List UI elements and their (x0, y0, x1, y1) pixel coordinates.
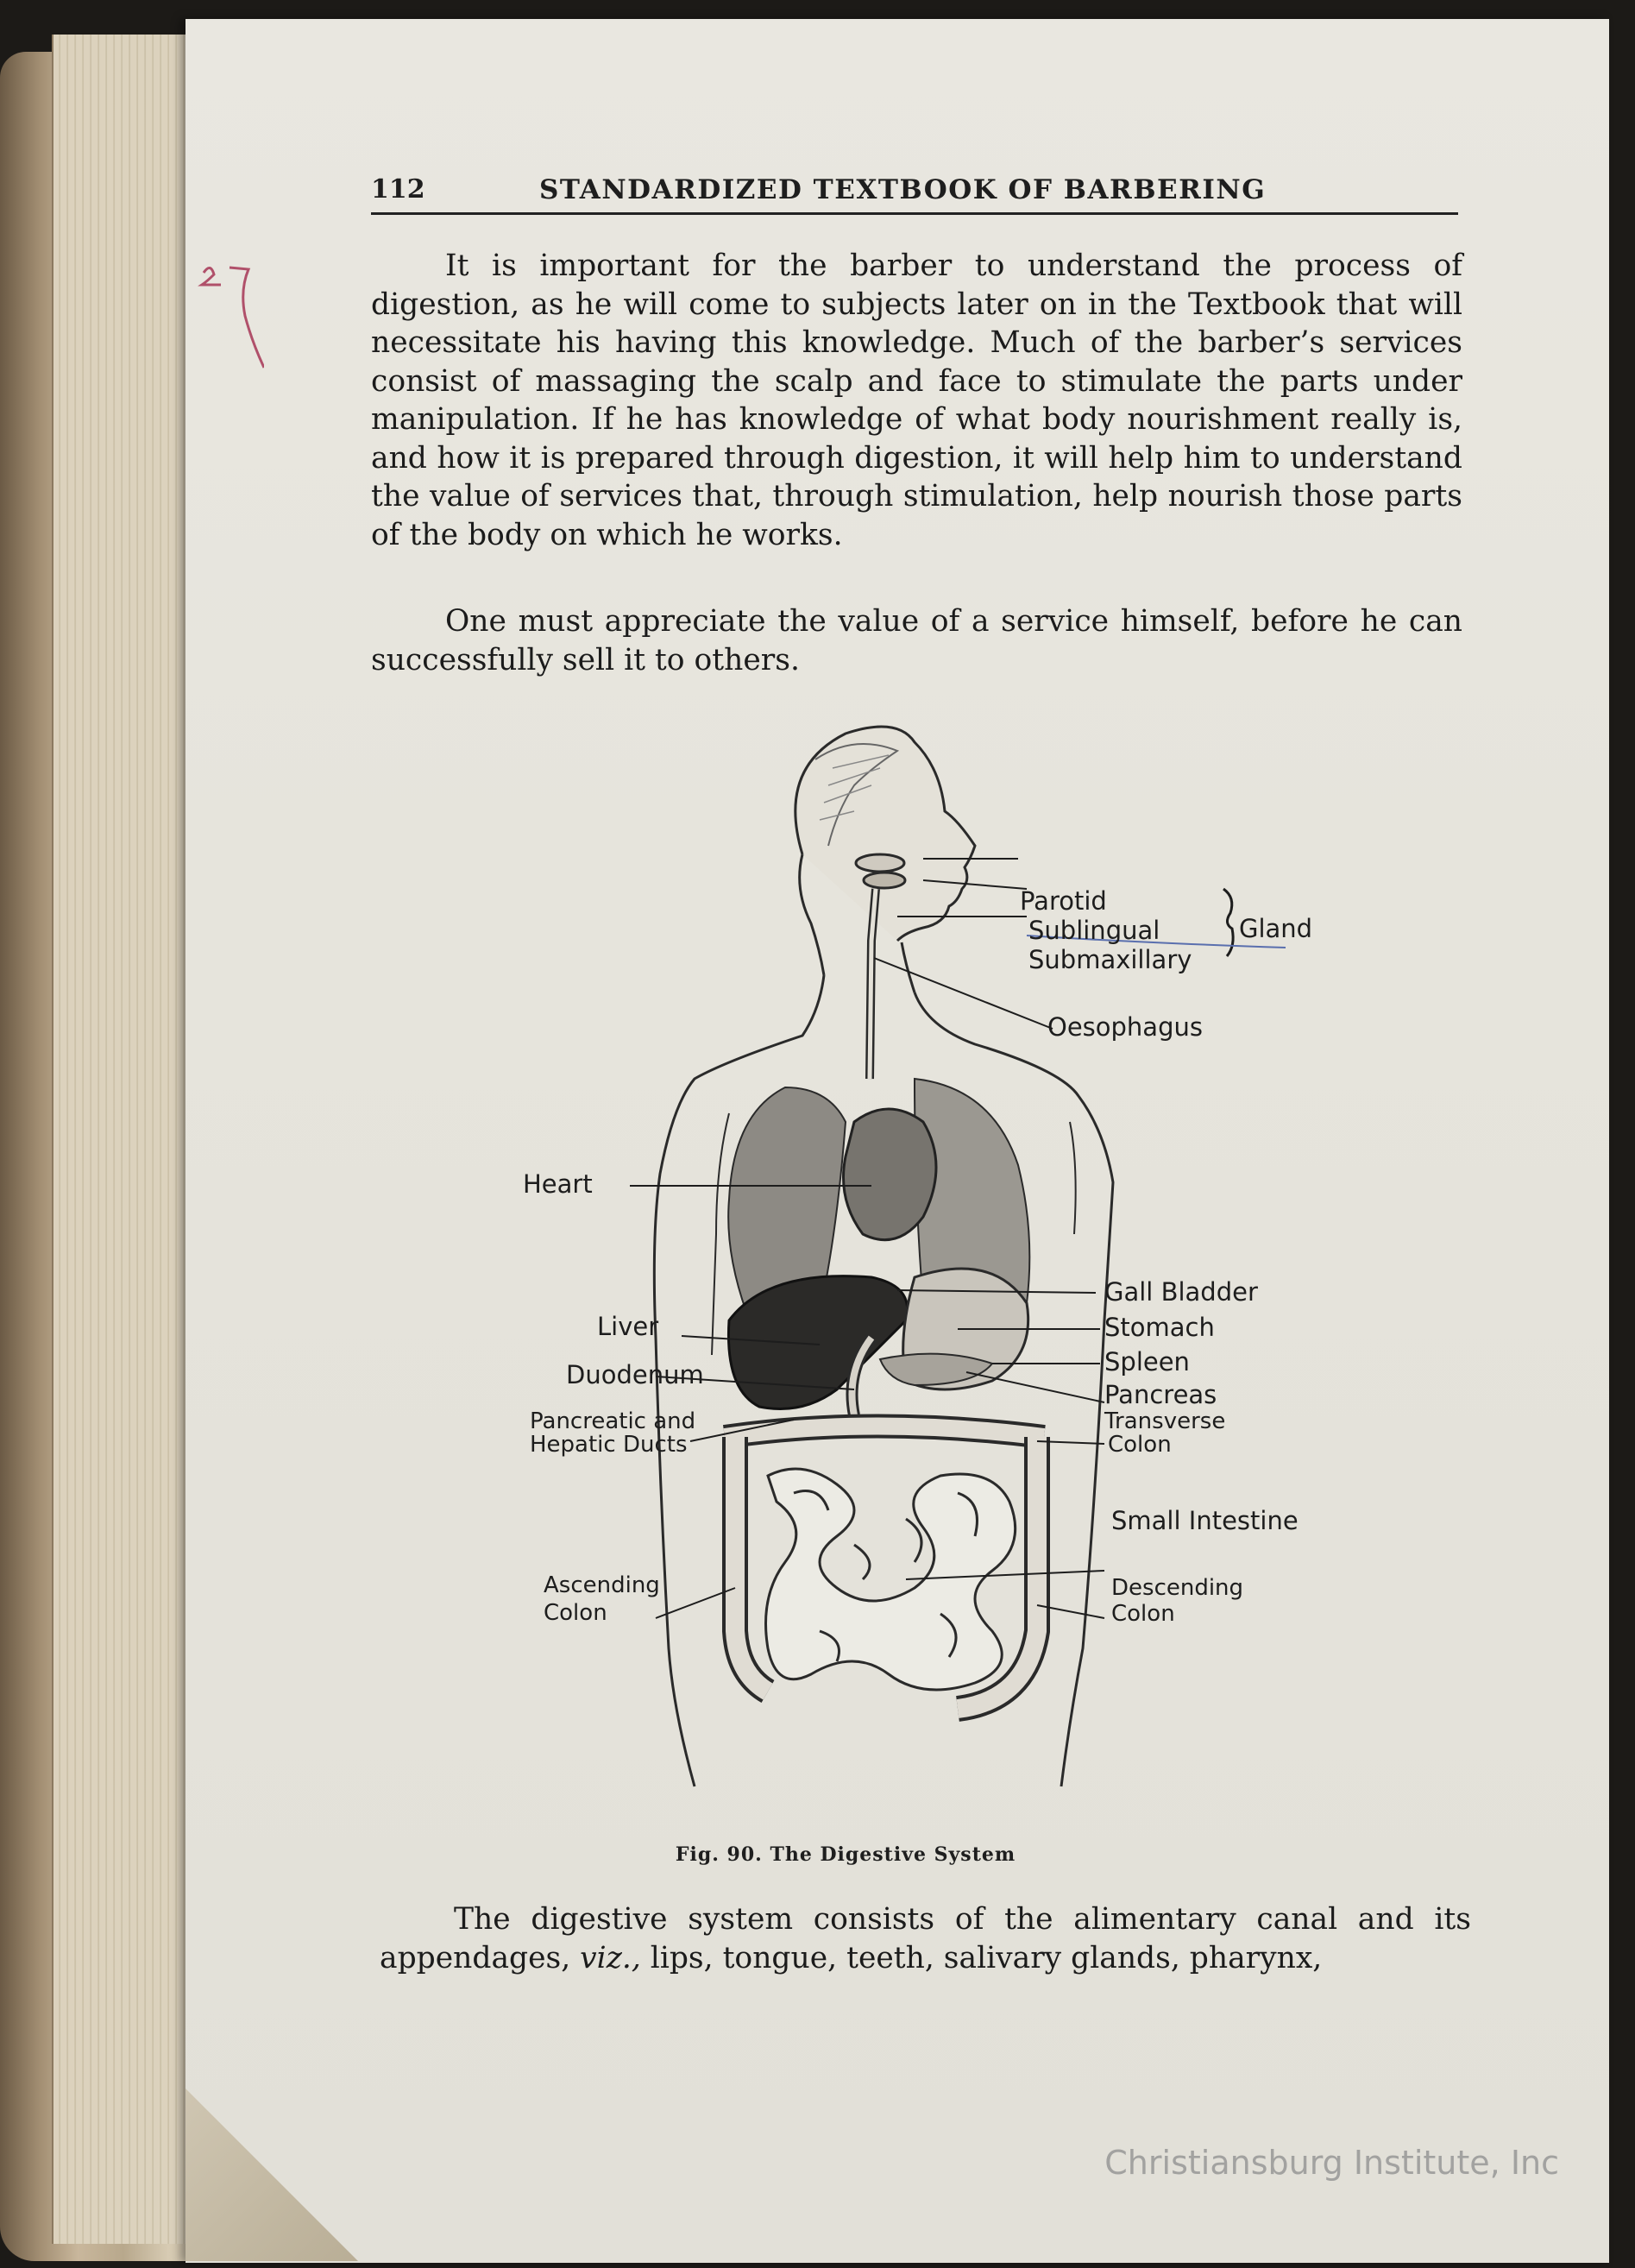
label-transverse-1: Transverse (1104, 1408, 1226, 1434)
label-ascending-2: Colon (544, 1600, 607, 1626)
label-ascending-1: Ascending (544, 1572, 660, 1598)
watermark: Christiansburg Institute, Inc (1104, 2144, 1559, 2182)
label-transverse-2: Colon (1108, 1432, 1172, 1458)
digestive-system-figure (509, 716, 1337, 1821)
label-gall-bladder: Gall Bladder (1104, 1277, 1258, 1307)
paragraph-1: It is important for the barber to understand the process of digestion, as he will come to subjects later on in the Textbook that will necessitate his having this knowledge. Much of the barber’s services consist of massaging the scalp and face to stimulate the parts under manipulation. If he has knowledge of what body nourishment really is, and how it is prepared through digestion, it will help him to understand the value of services that, through stimulation, help nourish those parts of the body on which he works. (371, 249, 1462, 552)
small-intestine-drawing (766, 1469, 1016, 1690)
label-liver: Liver (597, 1312, 659, 1341)
label-gland: Gland (1239, 914, 1313, 943)
paragraph-3-start: The digestive system consists of the alimentary canal and its appendages, (380, 1902, 1471, 1975)
paragraph-3-end: lips, tongue, teeth, salivary glands, pharynx, (640, 1940, 1323, 1975)
running-head (371, 171, 1458, 215)
figure-caption: Fig. 90. The Digestive System (675, 1843, 1016, 1866)
paragraph-3-viz: viz., (580, 1940, 641, 1975)
label-stomach: Stomach (1104, 1313, 1215, 1342)
label-descending-2: Colon (1111, 1601, 1175, 1627)
paragraph-2: One must appreciate the value of a service himself, before he can successfully sell it to others. (371, 604, 1462, 677)
label-pancreatic-ducts-2: Hepatic Ducts (530, 1432, 688, 1458)
label-heart: Heart (523, 1169, 593, 1199)
handwritten-pencil-mark (195, 255, 264, 376)
label-descending-1: Descending (1111, 1575, 1244, 1601)
label-pancreas: Pancreas (1104, 1380, 1217, 1409)
digestive-system-illustration (509, 716, 1337, 1821)
label-sublingual: Sublingual (1028, 916, 1160, 945)
liver-drawing (728, 1276, 907, 1409)
label-pancreatic-ducts-1: Pancreatic and (530, 1408, 696, 1434)
running-title: STANDARDIZED TEXTBOOK OF BARBERING (539, 174, 1267, 205)
label-duodenum: Duodenum (566, 1360, 704, 1389)
label-submaxillary: Submaxillary (1028, 945, 1192, 974)
label-small-intestine: Small Intestine (1111, 1506, 1299, 1535)
paragraph-3 (380, 1900, 1471, 1977)
label-oesophagus: Oesophagus (1047, 1012, 1203, 1042)
label-spleen: Spleen (1104, 1347, 1190, 1377)
page-number: 112 (371, 174, 425, 205)
label-parotid: Parotid (1020, 886, 1107, 916)
